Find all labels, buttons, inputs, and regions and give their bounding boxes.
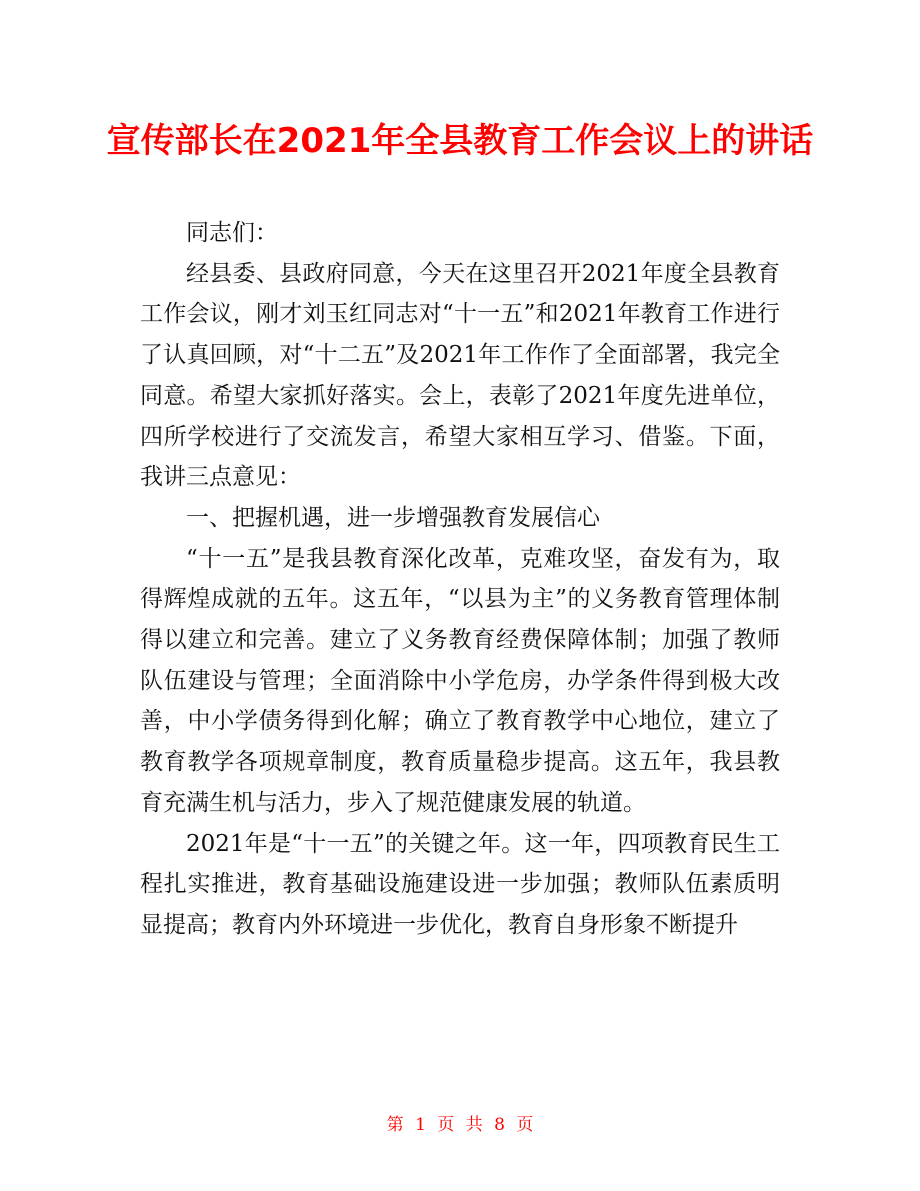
salutation-paragraph: 同志们： [186, 220, 278, 246]
document-body [140, 213, 780, 946]
intro-paragraph: 经县委、县政府同意，今天在这里召开2021年度全县教育工作会议，刚才刘玉红同志对“十一五”和2021年教育工作进行了认真回顾，对“十二五”及2021年工作作了全面部署，我完全同意。希望大家抓好落实。会上，表彰了2021年度先进单位，四所学校进行了交流发言，希望大家相互学习、借鉴。下面，我讲三点意见： [140, 260, 780, 491]
section-heading: 一、把握机遇，进一步增强教育发展信心 [186, 504, 600, 531]
body-paragraph: “十一五”是我县教育深化改革，克难攻坚，奋发有为，取得辉煌成就的五年。这五年，“以县为主”的义务教育管理体制得以建立和完善。建立了义务教育经费保障体制；加强了教师队伍建设与管理；全面消除中小学危房，办学条件得到极大改善，中小学债务得到化解；确立了教育教学中心地位，建立了教育教学各项规章制度，教育质量稳步提高。这五年，我县教育充满生机与活力，步入了规范健康发展的轨道。 [140, 545, 780, 816]
body-paragraph: 2021年是“十一五”的关键之年。这一年，四项教育民生工程扎实推进，教育基础设施建设进一步加强；教师队伍素质明显提高；教育内外环境进一步优化，教育自身形象不断提升 [140, 830, 780, 938]
page-indicator: 第 1 页 共 8 页 [386, 1115, 534, 1135]
document-title: 宣传部长在2021年全县教育工作会议上的讲话 [106, 121, 814, 161]
